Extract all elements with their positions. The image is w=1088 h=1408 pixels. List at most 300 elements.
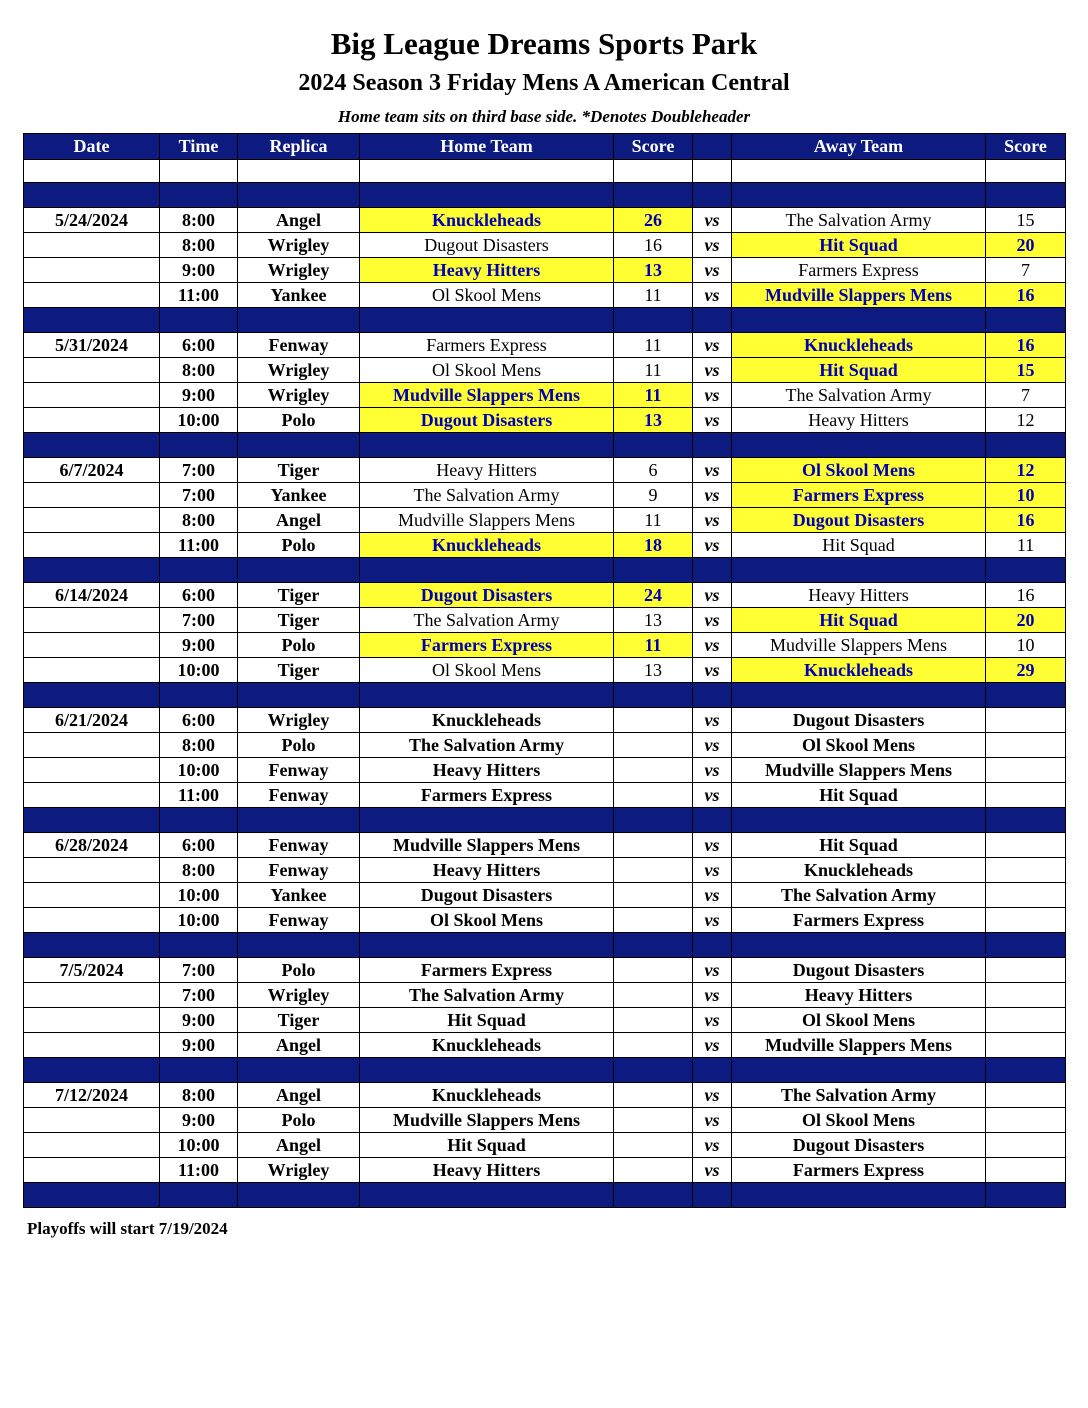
field-replica: Wrigley xyxy=(238,258,360,283)
away-score: 16 xyxy=(986,508,1066,533)
away-score: 11 xyxy=(986,533,1066,558)
away-team: Ol Skool Mens xyxy=(732,458,986,483)
away-score xyxy=(986,908,1066,933)
week-divider-band xyxy=(24,808,1066,833)
vs-label: vs xyxy=(693,258,732,283)
home-team: Heavy Hitters xyxy=(360,1158,614,1183)
away-team: Knuckleheads xyxy=(732,658,986,683)
home-team: Heavy Hitters xyxy=(360,858,614,883)
table-row xyxy=(24,1158,1066,1183)
away-score xyxy=(986,758,1066,783)
page-title: Big League Dreams Sports Park xyxy=(330,26,758,61)
game-date-empty xyxy=(24,408,160,433)
game-date: 7/5/2024 xyxy=(24,958,160,983)
game-time: 9:00 xyxy=(160,383,238,408)
table-row xyxy=(24,733,1066,758)
schedule-table xyxy=(23,133,1066,1208)
away-team: Mudville Slappers Mens xyxy=(732,283,986,308)
game-date-empty xyxy=(24,283,160,308)
away-score: 10 xyxy=(986,633,1066,658)
away-score xyxy=(986,833,1066,858)
table-row xyxy=(24,233,1066,258)
home-score: 13 xyxy=(614,608,693,633)
game-time: 9:00 xyxy=(160,1008,238,1033)
vs-label: vs xyxy=(693,458,732,483)
game-date-empty xyxy=(24,1108,160,1133)
vs-label: vs xyxy=(693,983,732,1008)
away-team: Hit Squad xyxy=(732,783,986,808)
home-team: Mudville Slappers Mens xyxy=(360,508,614,533)
table-row xyxy=(24,833,1066,858)
field-replica: Angel xyxy=(238,1033,360,1058)
vs-label: vs xyxy=(693,383,732,408)
home-team: Ol Skool Mens xyxy=(360,358,614,383)
field-replica: Polo xyxy=(238,633,360,658)
field-replica: Tiger xyxy=(238,583,360,608)
table-row xyxy=(24,858,1066,883)
home-team: Dugout Disasters xyxy=(360,233,614,258)
playoffs-note: Playoffs will start 7/19/2024 xyxy=(27,1219,228,1238)
field-replica: Wrigley xyxy=(238,358,360,383)
home-score xyxy=(614,983,693,1008)
home-team: Knuckleheads xyxy=(360,208,614,233)
game-date-empty xyxy=(24,658,160,683)
game-date: 6/7/2024 xyxy=(24,458,160,483)
field-replica: Polo xyxy=(238,408,360,433)
game-time: 11:00 xyxy=(160,283,238,308)
home-team: Heavy Hitters xyxy=(360,458,614,483)
table-header-row xyxy=(24,134,1066,160)
away-score: 12 xyxy=(986,408,1066,433)
away-score xyxy=(986,1083,1066,1108)
away-score xyxy=(986,1033,1066,1058)
vs-label: vs xyxy=(693,583,732,608)
home-team: Knuckleheads xyxy=(360,708,614,733)
home-score: 13 xyxy=(614,658,693,683)
game-date: 6/14/2024 xyxy=(24,583,160,608)
away-score xyxy=(986,733,1066,758)
away-score: 16 xyxy=(986,333,1066,358)
home-team: The Salvation Army xyxy=(360,608,614,633)
home-score xyxy=(614,958,693,983)
field-replica: Angel xyxy=(238,1083,360,1108)
home-score: 11 xyxy=(614,383,693,408)
field-replica: Yankee xyxy=(238,283,360,308)
week-divider-band xyxy=(24,183,1066,208)
away-team: Heavy Hitters xyxy=(732,408,986,433)
vs-label: vs xyxy=(693,833,732,858)
home-score: 11 xyxy=(614,283,693,308)
field-replica: Wrigley xyxy=(238,383,360,408)
col-header-home-score: Score xyxy=(614,134,693,160)
home-score xyxy=(614,1033,693,1058)
field-replica: Fenway xyxy=(238,758,360,783)
home-team: Mudville Slappers Mens xyxy=(360,1108,614,1133)
game-time: 6:00 xyxy=(160,833,238,858)
game-date-empty xyxy=(24,633,160,658)
game-time: 8:00 xyxy=(160,358,238,383)
away-team: Knuckleheads xyxy=(732,333,986,358)
game-date: 6/21/2024 xyxy=(24,708,160,733)
table-row xyxy=(24,483,1066,508)
table-row xyxy=(24,908,1066,933)
game-time: 10:00 xyxy=(160,883,238,908)
game-time: 6:00 xyxy=(160,708,238,733)
home-team: Dugout Disasters xyxy=(360,408,614,433)
away-team: Dugout Disasters xyxy=(732,958,986,983)
table-row xyxy=(24,608,1066,633)
home-score: 11 xyxy=(614,633,693,658)
field-replica: Polo xyxy=(238,958,360,983)
home-score: 11 xyxy=(614,358,693,383)
vs-label: vs xyxy=(693,758,732,783)
week-divider-band xyxy=(24,558,1066,583)
home-team: Ol Skool Mens xyxy=(360,908,614,933)
home-team: The Salvation Army xyxy=(360,733,614,758)
week-divider-band xyxy=(24,683,1066,708)
field-replica: Wrigley xyxy=(238,233,360,258)
game-date: 7/12/2024 xyxy=(24,1083,160,1108)
game-date-empty xyxy=(24,908,160,933)
home-score: 6 xyxy=(614,458,693,483)
vs-label: vs xyxy=(693,208,732,233)
schedule-body xyxy=(24,160,1066,1208)
away-team: Heavy Hitters xyxy=(732,583,986,608)
field-replica: Wrigley xyxy=(238,1158,360,1183)
table-row xyxy=(24,583,1066,608)
away-team: Hit Squad xyxy=(732,233,986,258)
away-team: The Salvation Army xyxy=(732,883,986,908)
game-date-empty xyxy=(24,533,160,558)
home-team: Heavy Hitters xyxy=(360,258,614,283)
week-divider-band xyxy=(24,433,1066,458)
table-row xyxy=(24,783,1066,808)
field-replica: Polo xyxy=(238,733,360,758)
col-header-date: Date xyxy=(24,134,160,160)
home-score xyxy=(614,883,693,908)
game-time: 8:00 xyxy=(160,508,238,533)
home-score xyxy=(614,1083,693,1108)
home-score: 13 xyxy=(614,258,693,283)
game-time: 7:00 xyxy=(160,958,238,983)
away-team: The Salvation Army xyxy=(732,208,986,233)
table-row xyxy=(24,1033,1066,1058)
game-date-empty xyxy=(24,608,160,633)
game-time: 10:00 xyxy=(160,908,238,933)
table-row xyxy=(24,708,1066,733)
game-date-empty xyxy=(24,483,160,508)
game-time: 9:00 xyxy=(160,1033,238,1058)
away-team: Hit Squad xyxy=(732,833,986,858)
game-time: 7:00 xyxy=(160,983,238,1008)
game-time: 9:00 xyxy=(160,633,238,658)
table-row xyxy=(24,333,1066,358)
away-team: Ol Skool Mens xyxy=(732,1108,986,1133)
game-time: 9:00 xyxy=(160,258,238,283)
table-row xyxy=(24,983,1066,1008)
field-replica: Wrigley xyxy=(238,983,360,1008)
field-replica: Polo xyxy=(238,533,360,558)
home-team: Hit Squad xyxy=(360,1133,614,1158)
vs-label: vs xyxy=(693,1133,732,1158)
game-date: 6/28/2024 xyxy=(24,833,160,858)
home-score xyxy=(614,733,693,758)
home-score: 16 xyxy=(614,233,693,258)
game-date-empty xyxy=(24,1133,160,1158)
away-team: Hit Squad xyxy=(732,358,986,383)
away-team: Dugout Disasters xyxy=(732,1133,986,1158)
table-row xyxy=(24,1008,1066,1033)
away-score: 16 xyxy=(986,283,1066,308)
field-replica: Tiger xyxy=(238,458,360,483)
away-team: Ol Skool Mens xyxy=(732,1008,986,1033)
away-team: Farmers Express xyxy=(732,908,986,933)
home-team: Dugout Disasters xyxy=(360,583,614,608)
vs-label: vs xyxy=(693,333,732,358)
game-time: 11:00 xyxy=(160,533,238,558)
away-team: Farmers Express xyxy=(732,483,986,508)
home-team: Heavy Hitters xyxy=(360,758,614,783)
vs-label: vs xyxy=(693,508,732,533)
game-date-empty xyxy=(24,508,160,533)
week-divider-band xyxy=(24,308,1066,333)
field-replica: Fenway xyxy=(238,783,360,808)
home-score xyxy=(614,908,693,933)
vs-label: vs xyxy=(693,958,732,983)
away-score xyxy=(986,958,1066,983)
away-score: 20 xyxy=(986,608,1066,633)
field-replica: Angel xyxy=(238,1133,360,1158)
away-team: Mudville Slappers Mens xyxy=(732,758,986,783)
home-score xyxy=(614,1108,693,1133)
game-time: 6:00 xyxy=(160,583,238,608)
field-replica: Wrigley xyxy=(238,708,360,733)
away-score: 7 xyxy=(986,383,1066,408)
game-time: 8:00 xyxy=(160,858,238,883)
game-date-empty xyxy=(24,233,160,258)
home-team: Farmers Express xyxy=(360,783,614,808)
field-replica: Polo xyxy=(238,1108,360,1133)
field-replica: Yankee xyxy=(238,883,360,908)
vs-label: vs xyxy=(693,608,732,633)
home-score xyxy=(614,858,693,883)
game-time: 8:00 xyxy=(160,208,238,233)
away-score xyxy=(986,1133,1066,1158)
home-team: Farmers Express xyxy=(360,958,614,983)
game-time: 11:00 xyxy=(160,783,238,808)
field-replica: Angel xyxy=(238,508,360,533)
away-team: Farmers Express xyxy=(732,1158,986,1183)
field-replica: Tiger xyxy=(238,608,360,633)
away-team: Heavy Hitters xyxy=(732,983,986,1008)
field-replica: Tiger xyxy=(238,1008,360,1033)
away-score xyxy=(986,858,1066,883)
home-score xyxy=(614,1133,693,1158)
away-team: Ol Skool Mens xyxy=(732,733,986,758)
home-team: Ol Skool Mens xyxy=(360,658,614,683)
week-divider-band xyxy=(24,1183,1066,1208)
game-time: 7:00 xyxy=(160,458,238,483)
table-row xyxy=(24,258,1066,283)
table-row xyxy=(24,658,1066,683)
field-replica: Angel xyxy=(238,208,360,233)
game-date-empty xyxy=(24,858,160,883)
col-header-away-team: Away Team xyxy=(732,134,986,160)
table-row xyxy=(24,633,1066,658)
home-team: Knuckleheads xyxy=(360,1033,614,1058)
schedule-note: Home team sits on third base side. *Denotes Doubleheader xyxy=(337,107,751,126)
game-time: 10:00 xyxy=(160,1133,238,1158)
away-score: 16 xyxy=(986,583,1066,608)
away-score: 15 xyxy=(986,358,1066,383)
home-team: Mudville Slappers Mens xyxy=(360,383,614,408)
game-date: 5/31/2024 xyxy=(24,333,160,358)
away-score xyxy=(986,783,1066,808)
col-header-time: Time xyxy=(160,134,238,160)
home-team: Dugout Disasters xyxy=(360,883,614,908)
game-time: 10:00 xyxy=(160,658,238,683)
field-replica: Tiger xyxy=(238,658,360,683)
table-row xyxy=(24,358,1066,383)
field-replica: Fenway xyxy=(238,833,360,858)
table-row xyxy=(24,1108,1066,1133)
table-row xyxy=(24,408,1066,433)
game-time: 11:00 xyxy=(160,1158,238,1183)
away-score xyxy=(986,1008,1066,1033)
table-row xyxy=(24,1133,1066,1158)
col-header-vs xyxy=(693,134,732,160)
game-date-empty xyxy=(24,783,160,808)
game-time: 10:00 xyxy=(160,758,238,783)
game-time: 7:00 xyxy=(160,608,238,633)
game-date-empty xyxy=(24,1158,160,1183)
game-date-empty xyxy=(24,1033,160,1058)
home-score xyxy=(614,758,693,783)
col-header-home-team: Home Team xyxy=(360,134,614,160)
vs-label: vs xyxy=(693,408,732,433)
col-header-away-score: Score xyxy=(986,134,1066,160)
home-team: Knuckleheads xyxy=(360,1083,614,1108)
field-replica: Yankee xyxy=(238,483,360,508)
away-score: 7 xyxy=(986,258,1066,283)
home-team: The Salvation Army xyxy=(360,983,614,1008)
away-team: Farmers Express xyxy=(732,258,986,283)
home-score: 9 xyxy=(614,483,693,508)
home-team: Farmers Express xyxy=(360,333,614,358)
home-score: 11 xyxy=(614,333,693,358)
table-row xyxy=(24,208,1066,233)
game-date-empty xyxy=(24,1008,160,1033)
vs-label: vs xyxy=(693,533,732,558)
field-replica: Fenway xyxy=(238,858,360,883)
away-score xyxy=(986,1108,1066,1133)
home-team: Knuckleheads xyxy=(360,533,614,558)
away-team: The Salvation Army xyxy=(732,1083,986,1108)
game-date-empty xyxy=(24,983,160,1008)
home-score: 24 xyxy=(614,583,693,608)
table-row xyxy=(24,533,1066,558)
away-score xyxy=(986,708,1066,733)
away-score xyxy=(986,1158,1066,1183)
vs-label: vs xyxy=(693,1158,732,1183)
away-score: 20 xyxy=(986,233,1066,258)
home-score: 18 xyxy=(614,533,693,558)
vs-label: vs xyxy=(693,858,732,883)
vs-label: vs xyxy=(693,633,732,658)
vs-label: vs xyxy=(693,908,732,933)
vs-label: vs xyxy=(693,1033,732,1058)
home-team: Ol Skool Mens xyxy=(360,283,614,308)
away-score xyxy=(986,883,1066,908)
home-score xyxy=(614,1008,693,1033)
vs-label: vs xyxy=(693,708,732,733)
table-row xyxy=(24,458,1066,483)
game-date-empty xyxy=(24,383,160,408)
game-date-empty xyxy=(24,358,160,383)
table-row xyxy=(24,283,1066,308)
vs-label: vs xyxy=(693,733,732,758)
game-time: 9:00 xyxy=(160,1108,238,1133)
vs-label: vs xyxy=(693,1008,732,1033)
home-score xyxy=(614,1158,693,1183)
away-team: Mudville Slappers Mens xyxy=(732,633,986,658)
game-date: 5/24/2024 xyxy=(24,208,160,233)
week-divider-band xyxy=(24,933,1066,958)
away-team: Dugout Disasters xyxy=(732,708,986,733)
vs-label: vs xyxy=(693,1083,732,1108)
away-score: 29 xyxy=(986,658,1066,683)
home-team: The Salvation Army xyxy=(360,483,614,508)
home-score: 26 xyxy=(614,208,693,233)
vs-label: vs xyxy=(693,483,732,508)
away-score: 12 xyxy=(986,458,1066,483)
home-score: 11 xyxy=(614,508,693,533)
home-score xyxy=(614,783,693,808)
away-team: Mudville Slappers Mens xyxy=(732,1033,986,1058)
vs-label: vs xyxy=(693,783,732,808)
table-row xyxy=(24,758,1066,783)
home-team: Hit Squad xyxy=(360,1008,614,1033)
vs-label: vs xyxy=(693,233,732,258)
spacer-row xyxy=(24,160,1066,183)
game-date-empty xyxy=(24,883,160,908)
home-score xyxy=(614,708,693,733)
game-date-empty xyxy=(24,258,160,283)
away-score xyxy=(986,983,1066,1008)
table-row xyxy=(24,1083,1066,1108)
table-row xyxy=(24,958,1066,983)
page-subtitle: 2024 Season 3 Friday Mens A American Central xyxy=(298,70,790,96)
game-time: 8:00 xyxy=(160,1083,238,1108)
table-row xyxy=(24,383,1066,408)
home-score xyxy=(614,833,693,858)
game-time: 8:00 xyxy=(160,233,238,258)
game-date-empty xyxy=(24,733,160,758)
field-replica: Fenway xyxy=(238,333,360,358)
week-divider-band xyxy=(24,1058,1066,1083)
game-time: 6:00 xyxy=(160,333,238,358)
home-score: 13 xyxy=(614,408,693,433)
away-team: Hit Squad xyxy=(732,533,986,558)
game-time: 10:00 xyxy=(160,408,238,433)
vs-label: vs xyxy=(693,883,732,908)
away-team: Hit Squad xyxy=(732,608,986,633)
away-score: 15 xyxy=(986,208,1066,233)
vs-label: vs xyxy=(693,658,732,683)
away-team: The Salvation Army xyxy=(732,383,986,408)
game-time: 8:00 xyxy=(160,733,238,758)
away-score: 10 xyxy=(986,483,1066,508)
